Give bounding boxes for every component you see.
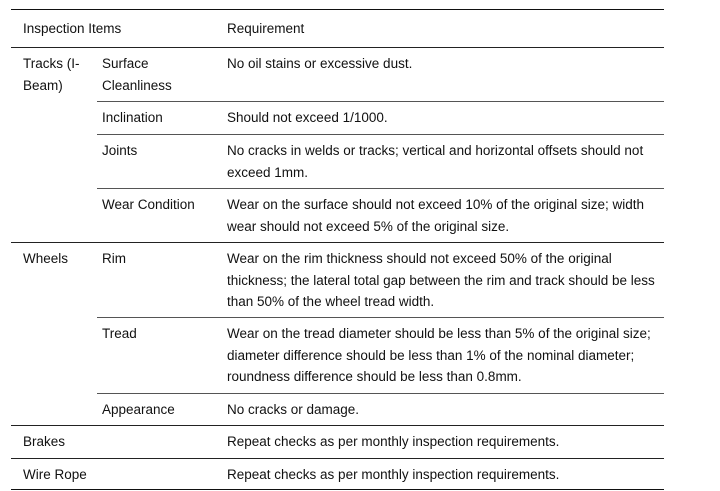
req-wear-condition: Wear on the surface should not exceed 10% of the original size; width wear should not exceed 5% of the original size. bbox=[227, 197, 644, 234]
group-wire-rope: Wire Rope bbox=[23, 467, 87, 482]
header-requirement: Requirement bbox=[227, 21, 305, 36]
row-rule bbox=[97, 393, 664, 394]
group-tracks: Tracks (I- Beam) bbox=[23, 56, 80, 93]
req-rim: Wear on the rim thickness should not exceed 50% of the original thickness; the lateral total gap between the rim and track should be less than 50% of the wheel tread width. bbox=[227, 251, 655, 309]
req-tread: Wear on the tread diameter should be less than 5% of the original size; diameter difference should be less than 1% of the nominal diameter; roundness difference should be less than 0.8mm. bbox=[227, 326, 651, 384]
req-appearance: No cracks or damage. bbox=[227, 402, 360, 417]
row-rule bbox=[97, 101, 664, 102]
group-rule bbox=[11, 458, 664, 459]
req-joints: No cracks in welds or tracks; vertical and horizontal offsets should not exceed 1mm. bbox=[227, 143, 644, 180]
item-surface-cleanliness: Surface Cleanliness bbox=[102, 56, 172, 93]
group-wheels: Wheels bbox=[23, 251, 69, 266]
row-rule bbox=[97, 317, 664, 318]
header-inspection-items: Inspection Items bbox=[23, 21, 122, 36]
group-brakes: Brakes bbox=[23, 434, 66, 449]
table-top-rule bbox=[11, 9, 664, 10]
group-rule bbox=[11, 425, 664, 426]
req-brakes: Repeat checks as per monthly inspection requirements. bbox=[227, 434, 560, 449]
row-rule bbox=[97, 134, 664, 135]
item-rim: Rim bbox=[102, 251, 126, 266]
item-joints: Joints bbox=[102, 143, 138, 158]
row-rule bbox=[97, 188, 664, 189]
item-inclination: Inclination bbox=[102, 110, 163, 125]
table-bottom-rule bbox=[11, 489, 664, 490]
req-wire-rope: Repeat checks as per monthly inspection requirements. bbox=[227, 467, 560, 482]
req-surface-cleanliness: No oil stains or excessive dust. bbox=[227, 56, 413, 71]
group-rule bbox=[11, 242, 664, 243]
item-appearance: Appearance bbox=[102, 402, 175, 417]
header-rule bbox=[11, 47, 664, 48]
item-tread: Tread bbox=[102, 326, 137, 341]
item-wear-condition: Wear Condition bbox=[102, 197, 195, 212]
req-inclination: Should not exceed 1/1000. bbox=[227, 110, 388, 125]
